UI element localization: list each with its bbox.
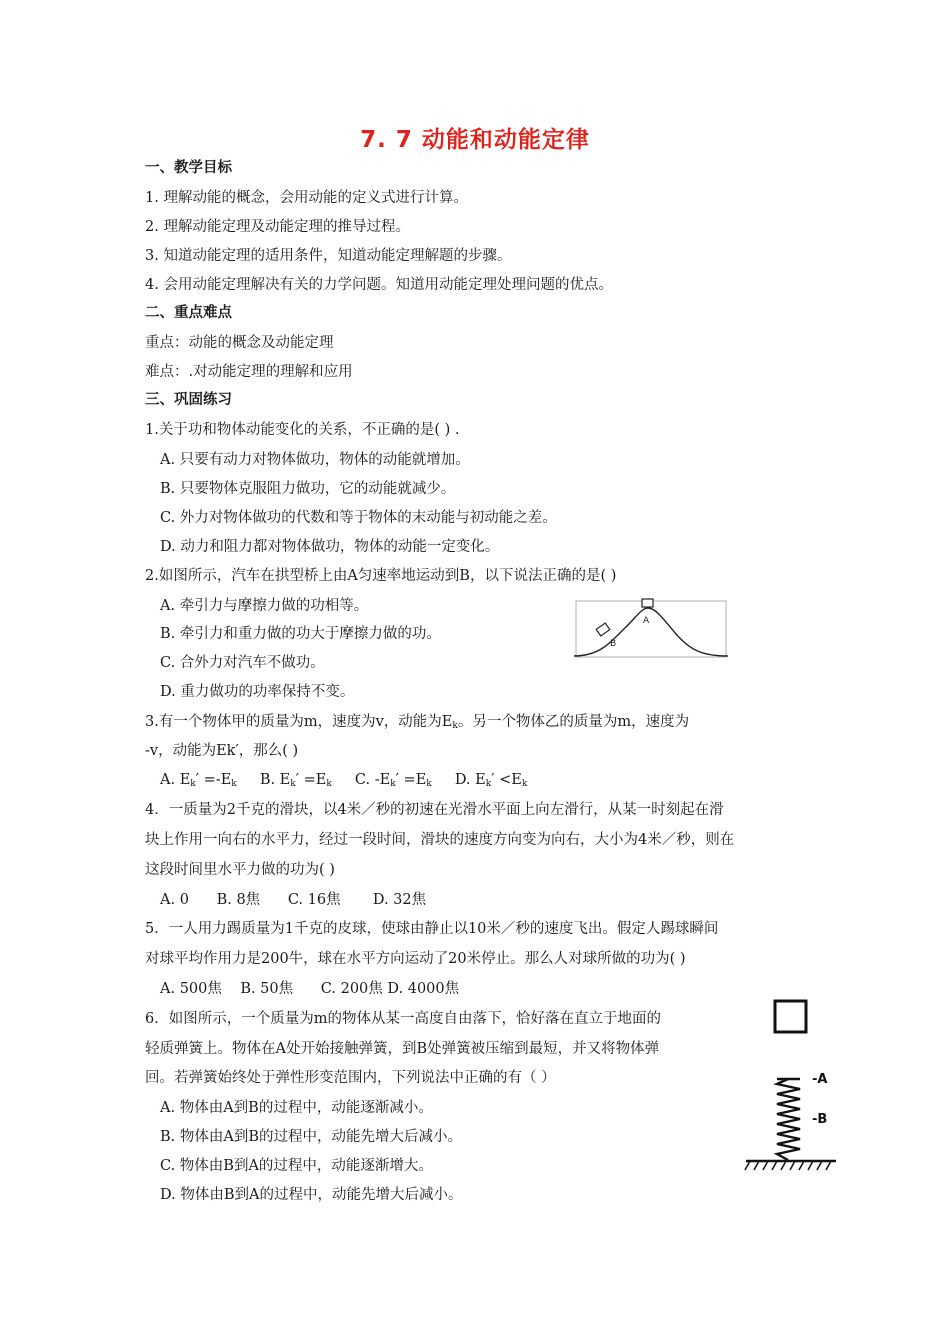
arch-bridge-figure bbox=[572, 598, 730, 660]
falling-block bbox=[775, 1001, 806, 1032]
question-4-option-a: A. 0 bbox=[160, 892, 189, 908]
question-2-option-c: C. 合外力对汽车不做功。 bbox=[160, 655, 325, 671]
question-3-options bbox=[160, 770, 527, 794]
question-1-option-b: B. 只要物体克服阻力做功，它的动能就减少。 bbox=[160, 481, 456, 497]
question-3-stem-line-2: -v，动能为Ek′，那么( ) bbox=[145, 743, 299, 759]
label-b: B bbox=[610, 639, 617, 649]
question-4-option-d: D. 32焦 bbox=[372, 892, 427, 908]
question-3-option-c: C. $-E_k' =E_k$ bbox=[354, 772, 432, 789]
label-a: -A bbox=[812, 1072, 828, 1087]
question-2-option-d: D. 重力做功的功率保持不变。 bbox=[160, 684, 355, 700]
bridge-arch-curve bbox=[574, 608, 728, 656]
question-6-line-3: 回。若弹簧始终处于弹性形变范围内，下列说法中正确的有（ ） bbox=[145, 1070, 556, 1086]
page-title: 7. 7 动能和动能定律 bbox=[360, 127, 590, 153]
question-2-option-b: B. 牵引力和重力做的功大于摩擦力做的功。 bbox=[160, 626, 441, 642]
question-6-option-d: D. 物体由B到A的过程中，动能先增大后减小。 bbox=[160, 1187, 463, 1203]
goal-item: 3. 知道动能定理的适用条件，知道动能定理解题的步骤。 bbox=[145, 248, 512, 264]
question-6-option-b: B. 物体由A到B的过程中，动能先增大后减小。 bbox=[160, 1129, 462, 1145]
question-5-line-1: 5．一人用力踢质量为1千克的皮球，使球由静止以10米／秒的速度飞出。假定人踢球瞬间 bbox=[145, 921, 719, 937]
spring-coil bbox=[777, 1079, 800, 1160]
label-a: A bbox=[643, 616, 650, 626]
question-1-option-d: D. 动力和阻力都对物体做功，物体的动能一定变化。 bbox=[160, 539, 500, 555]
question-5-options bbox=[160, 979, 459, 999]
question-4-line-2: 块上作用一向右的水平力，经过一段时间，滑块的速度方向变为向右，大小为4米／秒，则在 bbox=[145, 832, 735, 848]
question-4-line-3: 这段时间里水平力做的功为( ) bbox=[145, 862, 335, 878]
question-3-stem-line-1: 3.有一个物体甲的质量为m，速度为v，动能为$E_k$。另一个物体乙的质量为m，速度为 bbox=[145, 714, 690, 731]
key-point-text: 重点：动能的概念及动能定理 bbox=[145, 335, 334, 351]
goal-item: 4. 会用动能定理解决有关的力学问题。知道用动能定理处理问题的优点。 bbox=[145, 277, 613, 293]
question-4-options bbox=[160, 890, 426, 910]
label-b: -B bbox=[812, 1112, 828, 1127]
car-at-top bbox=[642, 599, 653, 607]
question-6-option-c: C. 物体由B到A的过程中，动能逐渐增大。 bbox=[160, 1158, 433, 1174]
question-5-option-b: B. 50焦 bbox=[240, 981, 294, 997]
question-5-option-a: A. 500焦 bbox=[160, 981, 222, 997]
question-4-line-1: 4．一质量为2千克的滑块，以4米／秒的初速在光滑水平面上向左滑行，从某一时刻起在滑 bbox=[145, 802, 724, 818]
goal-item: 1. 理解动能的概念，会用动能的定义式进行计算。 bbox=[145, 190, 468, 206]
section-heading-practice: 三、巩固练习 bbox=[145, 392, 232, 408]
question-3-option-b: B. $E_k' =E_k$ bbox=[259, 772, 332, 789]
section-heading-key-points: 二、重点难点 bbox=[145, 305, 232, 321]
question-6-option-a: A. 物体由A到B的过程中，动能逐渐减小。 bbox=[160, 1100, 433, 1116]
question-1-stem: 1.关于功和物体动能变化的关系，不正确的是( ) . bbox=[145, 422, 460, 438]
question-5-option-d: D. 4000焦 bbox=[387, 981, 460, 997]
question-3-option-a: A. $E_k' =-E_k$ bbox=[160, 772, 237, 789]
question-1-option-c: C. 外力对物体做功的代数和等于物体的末动能与初动能之差。 bbox=[160, 510, 557, 526]
question-4-option-b: B. 8焦 bbox=[216, 892, 261, 908]
car-on-slope bbox=[596, 623, 610, 636]
question-5-option-c: C. 200焦 bbox=[320, 981, 383, 997]
question-2-stem: 2.如图所示，汽车在拱型桥上由A匀速率地运动到B，以下说法正确的是( ) bbox=[145, 568, 617, 584]
question-4-option-c: C. 16焦 bbox=[287, 892, 341, 908]
question-6-line-2: 轻质弹簧上。物体在A处开始接触弹簧，到B处弹簧被压缩到最短，并又将物体弹 bbox=[145, 1041, 660, 1057]
question-3-option-d: D. $E_k' <E_k$ bbox=[454, 772, 528, 789]
question-2-option-a: A. 牵引力与摩擦力做的功相等。 bbox=[160, 598, 369, 614]
question-1-option-a: A. 只要有动力对物体做功，物体的动能就增加。 bbox=[160, 452, 470, 468]
question-6-line-1: 6．如图所示，一个质量为m的物体从某一高度自由落下，恰好落在直立于地面的 bbox=[145, 1011, 661, 1027]
section-heading-goals-text: 一、教学目标 bbox=[145, 160, 232, 176]
question-5-line-2: 对球平均作用力是200牛，球在水平方向运动了20米停止。那么人对球所做的功为( ) bbox=[145, 951, 686, 967]
goal-item: 2. 理解动能定理及动能定理的推导过程。 bbox=[145, 219, 410, 235]
difficulty-text: 难点：.对动能定理的理解和应用 bbox=[145, 364, 353, 380]
ground-hatching bbox=[745, 1161, 831, 1170]
spring-figure bbox=[740, 995, 850, 1180]
